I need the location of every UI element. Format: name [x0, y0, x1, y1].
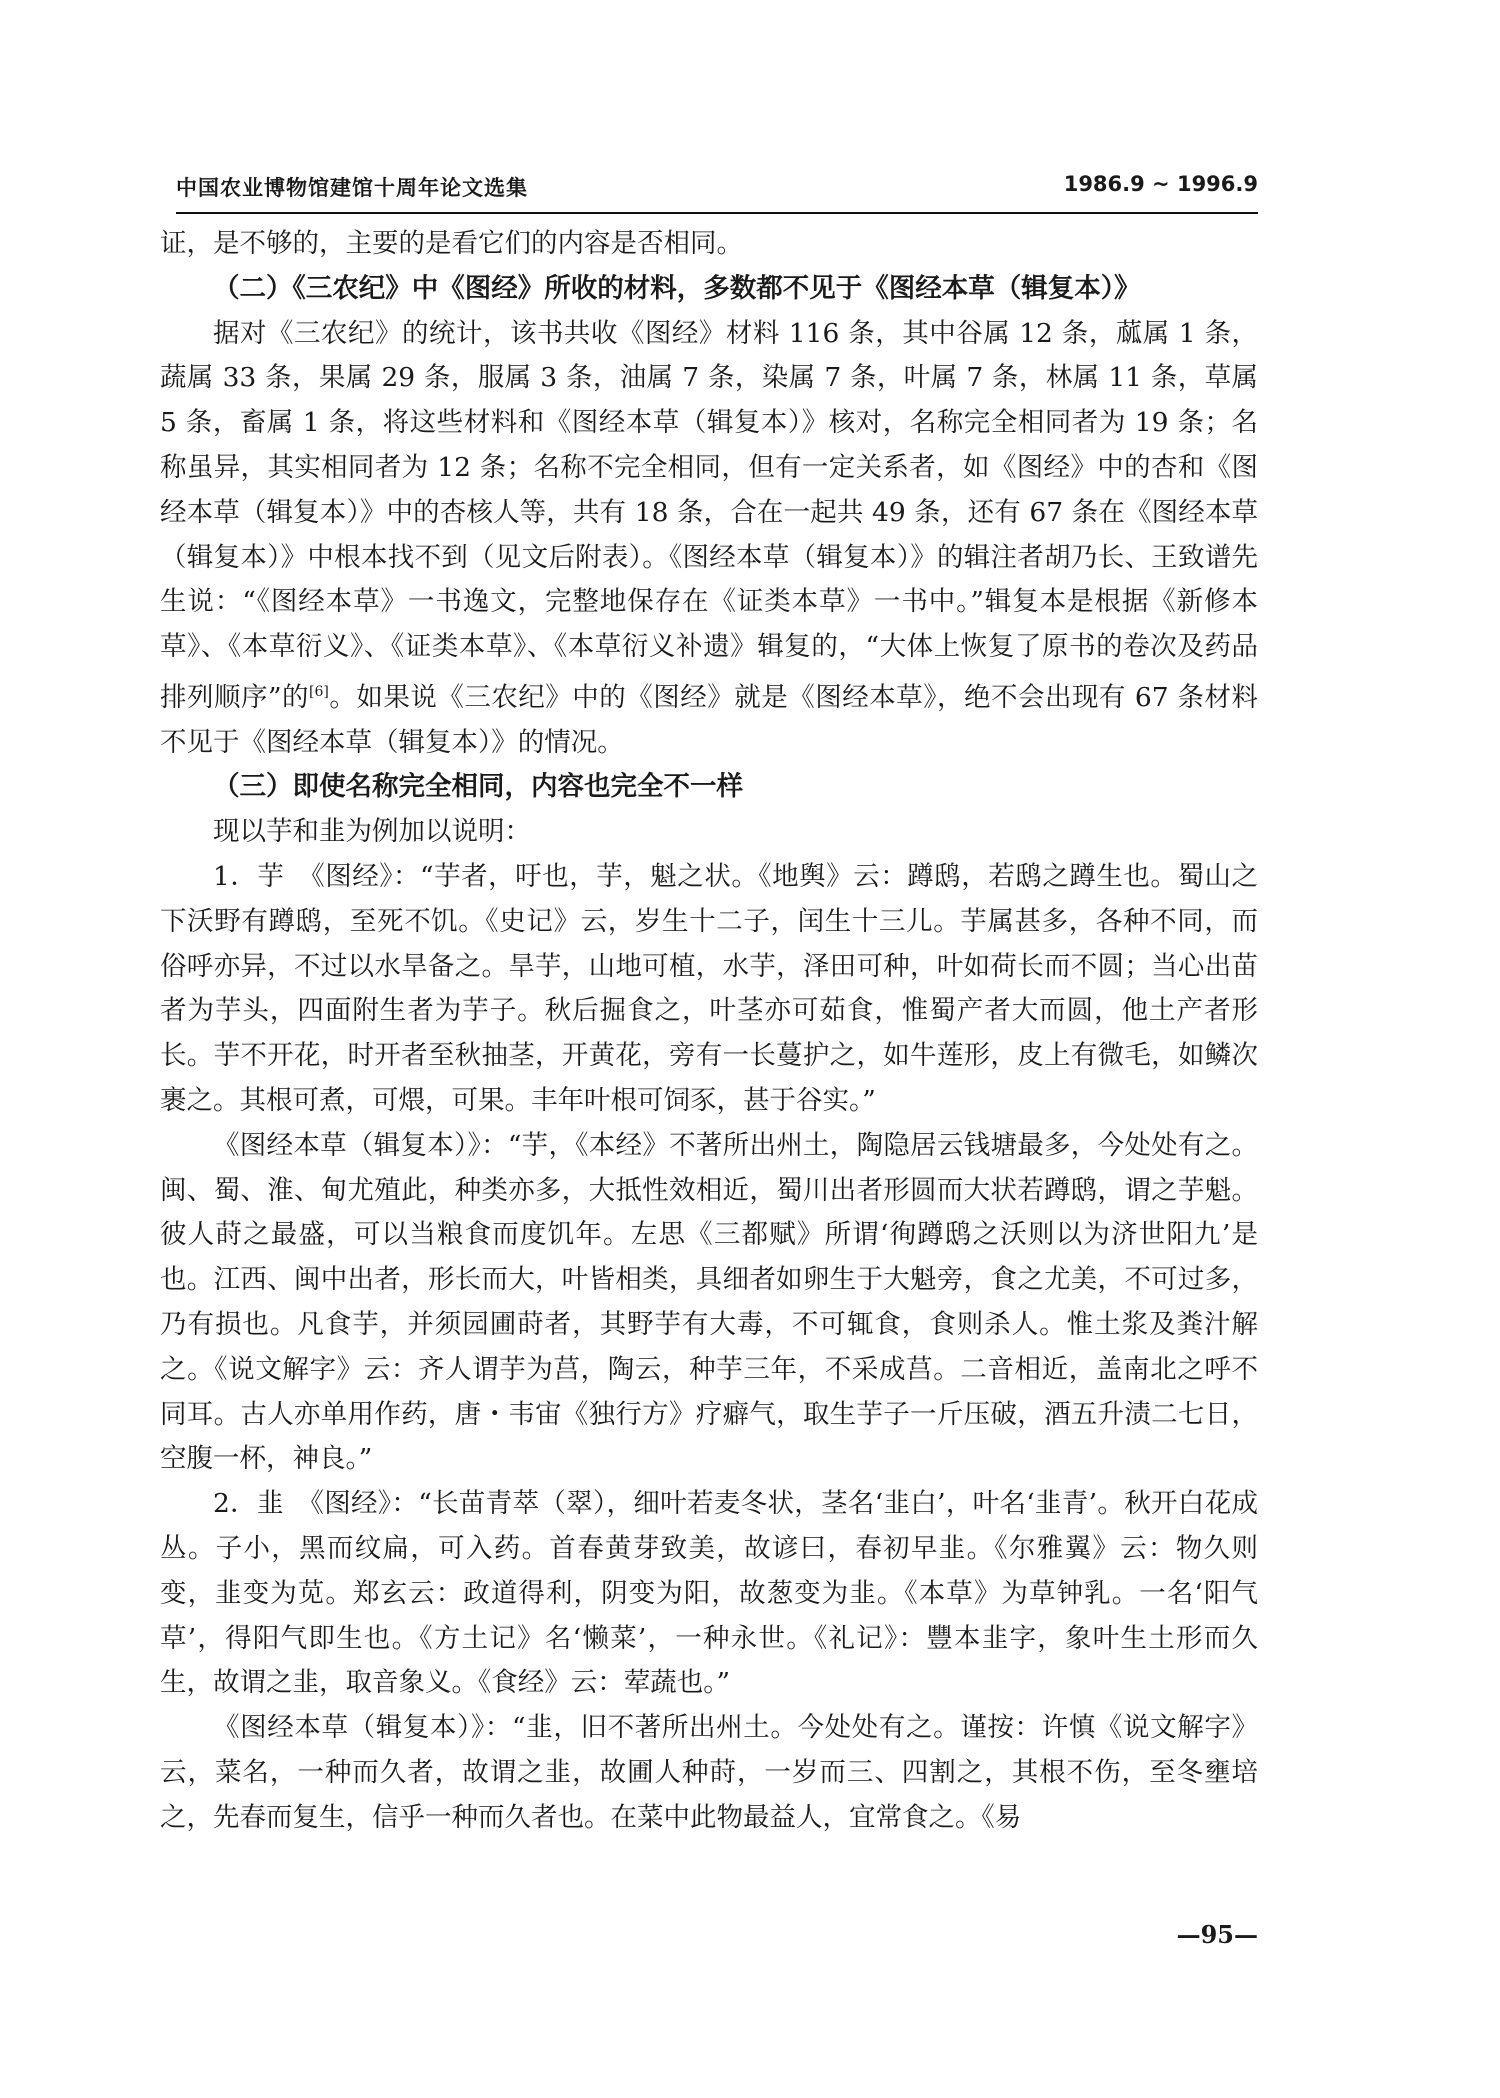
- paragraph-statistics-tail: 。如果说《三农纪》中的《图经》就是《图经本草》，绝不会出现有 67 条材料不见于《图经本草（辑复本）》的情况。: [160, 681, 1258, 758]
- paragraph-taro-bencao: 《图经本草（辑复本）》：“芋，《本经》不著所出州土，陶隐居云钱塘最多，今处处有之。闽、蜀、淮、甸尤殖此，种类亦多，大抵性效相近，蜀川出者形圆而大状若蹲鸱，谓之芋魁。彼人莳之最盛，可以当粮食而度饥年。左思《三都赋》所谓‘徇蹲鸱之沃则以为济世阳九’是也。江西、闽中出者，形长而大，叶皆相类，具细者如卵生于大魁旁，食之尤美，不可过多，乃有损也。凡食芋，并须园圃莳者，其野芋有大毒，不可辄食，食则杀人。惟土浆及粪汁解之。《说文解字》云：齐人谓芋为莒，陶云，种芋三年，不采成莒。二音相近，盖南北之呼不同耳。古人亦单用作药，唐・韦宙《独行方》疗癖气，取生芋子一斤压破，酒五升渍二七日，空腹一杯，神良。”: [160, 1129, 1258, 1475]
- paragraph-statistics: [160, 312, 1258, 766]
- paragraph-statistics-text: 据对《三农纪》的统计，该书共收《图经》材料 116 条，其中谷属 12 条，蓏属 1 条，蔬属 33 条，果属 29 条，服属 3 条，油属 7 条，染属 7 条，叶属 7 条，林属 11 条，草属 5 条，畜属 1 条，将这些材料和《图经本草（辑复本）》核对，名称完全相同者为 19 条；名称虽异，其实相同者为 12 条；名称不完全相同，但有一定关系者，如《图经》中的杏和《图经本草（辑复本）》中的杏核人等，共有 18 条，合在一起共 49 条，还有 67 条在《图经本草（辑复本）》中根本找不到（见文后附表）。《图经本草（辑复本）》的辑注者胡乃长、王致谱先生说：“《图经本草》一书逸文，完整地保存在《证类本草》一书中。”辑复本是根据《新修本草》、《本草衍义》、《证类本草》、《本草衍义补遗》辑复的，“大体上恢复了原书的卷次及药品排列顺序”的: [160, 317, 1258, 713]
- header-book-title: 中国农业博物馆建馆十周年论文选集: [176, 176, 528, 200]
- section-heading-2: （二）《三农纪》中《图经》所收的材料，多数都不见于《图经本草（辑复本）》: [213, 272, 1141, 304]
- paragraph-continuation: 证，是不够的，主要的是看它们的内容是否相同。: [160, 228, 743, 259]
- citation-ref: [6]: [309, 683, 329, 700]
- section-heading-3: （三）即使名称完全相同，内容也完全不一样: [213, 771, 743, 803]
- page-number: —95—: [1176, 1920, 1258, 1949]
- paragraph-leek-bencao: 《图经本草（辑复本）》：“韭，旧不著所出州土。今处处有之。谨按：许慎《说文解字》云，菜名，一种而久者，故谓之韭，故圃人种莳，一岁而三、四割之，其根不伤，至冬壅培之，先春而复生，信乎一种而久者也。在菜中此物最益人，宜常食之。《易: [160, 1712, 1258, 1833]
- running-header: [176, 168, 1258, 214]
- paragraph-leek-tujing: 2．韭 《图经》：“长苗青萃（翠），细叶若麦冬状，茎名‘韭白’，叶名‘韭青’。秋开白花成丛。子小，黑而纹扁，可入药。首春黄芽致美，故谚曰，春初早韭。《尔雅翼》云：物久则变，韭变为苋。郑玄云：政道得利，阴变为阳，故葱变为韭。《本草》为草钟乳。一名‘阳气草’，得阳气即生也。《方土记》名‘懒菜’，一种永世。《礼记》：豐本韭字，象叶生土形而久生，故谓之韭，取音象义。《食经》云：荤蔬也。”: [160, 1488, 1258, 1699]
- header-date-range: 1986.9 ~ 1996.9: [1063, 172, 1258, 196]
- paragraph-taro-tujing: 1．芋 《图经》：“芋者，吁也，芋，魁之状。《地舆》云：蹲鸱，若鸱之蹲生也。蜀山之下沃野有蹲鸱，至死不饥。《史记》云，岁生十二子，闰生十三儿。芋属甚多，各种不同，而俗呼亦异，不过以水旱备之。旱芋，山地可植，水芋，泽田可种，叶如荷长而不圆；当心出苗者为芋头，四面附生者为芋子。秋后掘食之，叶茎亦可茹食，惟蜀产者大而圆，他土产者形长。芋不开花，时开者至秋抽茎，开黄花，旁有一长蔓护之，如牛莲形，皮上有微毛，如鳞次裹之。其根可煮，可煨，可果。丰年叶根可饲豕，甚于谷实。”: [160, 860, 1258, 1116]
- paragraph-intro: 现以芋和韭为例加以说明：: [213, 816, 531, 848]
- article-body: [160, 222, 1258, 1841]
